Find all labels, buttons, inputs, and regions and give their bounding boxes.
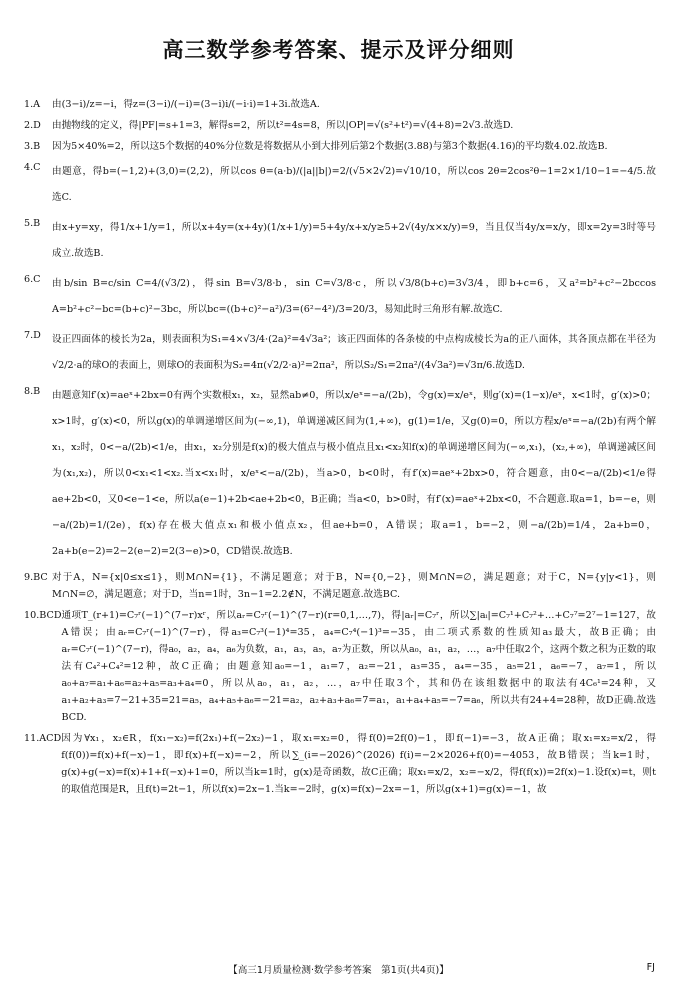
answer-number: 9.BC (24, 572, 48, 583)
answer-number: 2.D (24, 120, 41, 131)
answer-item-7 (24, 327, 656, 379)
answer-number: 6.C (24, 274, 41, 285)
answer-item-5 (24, 215, 656, 267)
answer-number: 10.BCD (24, 610, 62, 621)
answer-item-10 (24, 607, 656, 726)
footer-code: FJ (646, 962, 655, 973)
answer-item-4 (24, 159, 656, 211)
answer-number: 11.ACD (24, 733, 62, 744)
answer-item-9 (24, 569, 656, 603)
answer-text: 因为5×40%=2，所以这5个数据的40%分位数是将数据从小到大排列后第2个数据(3.88)与第3个数据(4.16)的平均数4.02.故选B. (52, 141, 608, 152)
answer-text: 由b/sin B=c/sin C=4/(√3/2)，得sin B=√3/8·b，sin C=√3/8·c，所以√3/8(b+c)=3√3/4，即b+c=6，又a²=b²+c²−2bccos A=b²+c²−bc=(b+c)²−3bc，所以bc=((b+c)²−a²)/3=(6²−4²)/3=20/3，易知此时三角形有解.故选C. (52, 278, 656, 315)
answer-item-3 (24, 138, 656, 155)
answer-text: 由题意知f′(x)=aeˣ+2bx=0有两个实数根x₁，x₂，显然ab≠0，所以x/eˣ=−a/(2b)，令g(x)=x/eˣ，则g′(x)=(1−x)/eˣ，x<1时，g′(x)>0；x>1时，g′(x)<0，所以g(x)的单调递增区间为(−∞,1)，单调递减区间为(1,+∞)，g(1)=1/e，又g(0)=0，所以方程x/eˣ=−a/(2b)有两个解x₁，x₂时，0<−a/(2b)<1/e，由x₁，x₂分别是f(x)的极大值点与极小值点且x₁<x₂知f(x)的单调递增区间为(−∞,x₁)，(x₂,+∞)，单调递减区间为(x₁,x₂)，所以0<x₁<1<x₂.当x<x₁时，x/eˣ<−a/(2b)，当a>0，b<0时，有f′(x)=aeˣ+2bx>0，符合题意，由0<−a/(2b)<1/e得ae+2b<0，又0<e−1<e，所以a(e−1)+2b<ae+2b<0，B正确；当a<0，b>0时，有f′(x)=aeˣ+2bx<0，不合题意.取a=1，b=−e，则−a/(2b)=1/(2e)，f(x)存在极大值点x₁和极小值点x₂，但ae+b=0，A错误；取a=1，b=−2，则−a/(2b)=1/4，2a+b=0，2a+b(e−2)=2−2(e−2)=2(3−e)>0，CD错误.故选B. (52, 390, 656, 557)
page-title: 高三数学参考答案、提示及评分细则 (162, 38, 515, 62)
answer-item-2 (24, 117, 656, 134)
answer-list (24, 96, 656, 802)
answer-number: 7.D (24, 330, 41, 341)
answer-item-1 (24, 96, 656, 113)
answer-text: 因为∀x₁，x₂∈R，f(x₁−x₂)=f(2x₁)+f(−2x₂)−1，取x₁=x₂=0，得f(0)=2f(0)−1，即f(−1)=−3，故A正确；取x₁=x₂=x/2，得f(f(0))=f(x)+f(−x)−1，即f(x)+f(−x)=−2，所以∑_(i=−2026)^(2026) f(i)=−2×2026+f(0)=−4053，故B错误；当k=1时，g(x)+g(−x)=f(x)+1+f(−x)+1=0，所以当k=1时，g(x)是奇函数，故C正确；取x₁=x/2，x₂=−x/2，得f(f(x))=2f(x)−1.设f(x)=t，则t的取值范围是R，且f(t)=2t−1，所以f(x)=2x−1.当k=−2时，g(x)=f(x)−2x=−1，所以g(x+1)=g(x)=−1，故 (61, 733, 656, 795)
answer-text: 设正四面体的棱长为2a，则表面积为S₁=4×√3/4·(2a)²=4√3a²；该正四面体的各条棱的中点构成棱长为a的正八面体，其各顶点都在半径为√2/2·a的球O的表面上，则球O的表面积为S₂=4π(√2/2·a)²=2πa²，所以S₂/S₁=2πa²/(4√3a²)=√3π/6.故选D. (52, 334, 656, 371)
answer-item-11 (24, 730, 656, 798)
answer-text: 由题意，得b=(−1,2)+(3,0)=(2,2)，所以cos θ=(a·b)/(|a||b|)=2/(√5×2√2)=√10/10，所以cos 2θ=2cos²θ−1=2×1/10−1=−4/5.故选C. (52, 166, 656, 203)
answer-text: 由抛物线的定义，得|PF|=s+1=3，解得s=2，所以t²=4s=8，所以|OP|=√(s²+t²)=√(4+8)=2√3.故选D. (52, 120, 514, 131)
answer-item-8 (24, 383, 656, 565)
answer-number: 5.B (24, 218, 41, 229)
page-footer: 【高三1月质量检测·数学参考答案 第1页(共4页)】 (228, 965, 449, 976)
answer-number: 3.B (24, 141, 41, 152)
answer-number: 4.C (24, 162, 41, 173)
answer-number: 8.B (24, 386, 41, 397)
answer-text: 对于A，N={x|0≤x≤1}，则M∩N={1}，不满足题意；对于B，N={0,−2}，则M∩N=∅，满足题意；对于C，N={y|y<1}，则M∩N=∅，满足题意；对于D，当n=1时，3n−1=2.2∉N，不满足题意.故选BC. (52, 572, 656, 600)
answer-number: 1.A (24, 99, 41, 110)
answer-text: 由(3−i)/z=−i，得z=(3−i)/(−i)=(3−i)i/(−i·i)=1+3i.故选A. (52, 99, 320, 110)
answer-item-6 (24, 271, 656, 323)
answer-text: 通项T_(r+1)=C₇ʳ(−1)^(7−r)xʳ，所以aᵣ=C₇ʳ(−1)^(7−r)(r=0,1,…,7)，得|aᵣ|=C₇ʳ，所以∑|aᵢ|=C₇¹+C₇²+…+C₇⁷=2⁷−1=127，故A错误；由aᵣ=C₇ʳ(−1)^(7−r)，得a₃=C₇³(−1)⁴=35，a₄=C₇⁴(−1)³=−35，由二项式系数的性质知a₃最大，故B正确；由aᵣ=C₇ʳ(−1)^(7−r)，得a₀，a₂，a₄，a₆为负数，a₁，a₃，a₅，a₇为正数，所以从a₀，a₁，a₂，…，a₇中任取2个，这两个数之积为正数的取法有C₄²+C₄²=12种，故C正确；由题意知a₀=−1，a₁=7，a₂=−21，a₃=35，a₄=−35，a₅=21，a₆=−7，a₇=1，所以a₀+a₇=a₁+a₆=a₂+a₅=a₃+a₄=0，所以从a₀，a₁，a₂，…，a₇中任取3个，其和仍在该组数据中的取法有4C₆¹=24种，又a₁+a₂+a₃=7−21+35=21=a₅，a₄+a₅+a₆=−21=a₂，a₂+a₃+a₆=7=a₁，a₁+a₄+a₅=−7=a₆，所以共有24+4=28种，故D正确.故选BCD. (61, 610, 656, 723)
answer-text: 由x+y=xy，得1/x+1/y=1，所以x+4y=(x+4y)(1/x+1/y)=5+4y/x+x/y≥5+2√(4y/x×x/y)=9，当且仅当4y/x=x/y，即x=2y=3时等号成立.故选B. (52, 222, 656, 259)
